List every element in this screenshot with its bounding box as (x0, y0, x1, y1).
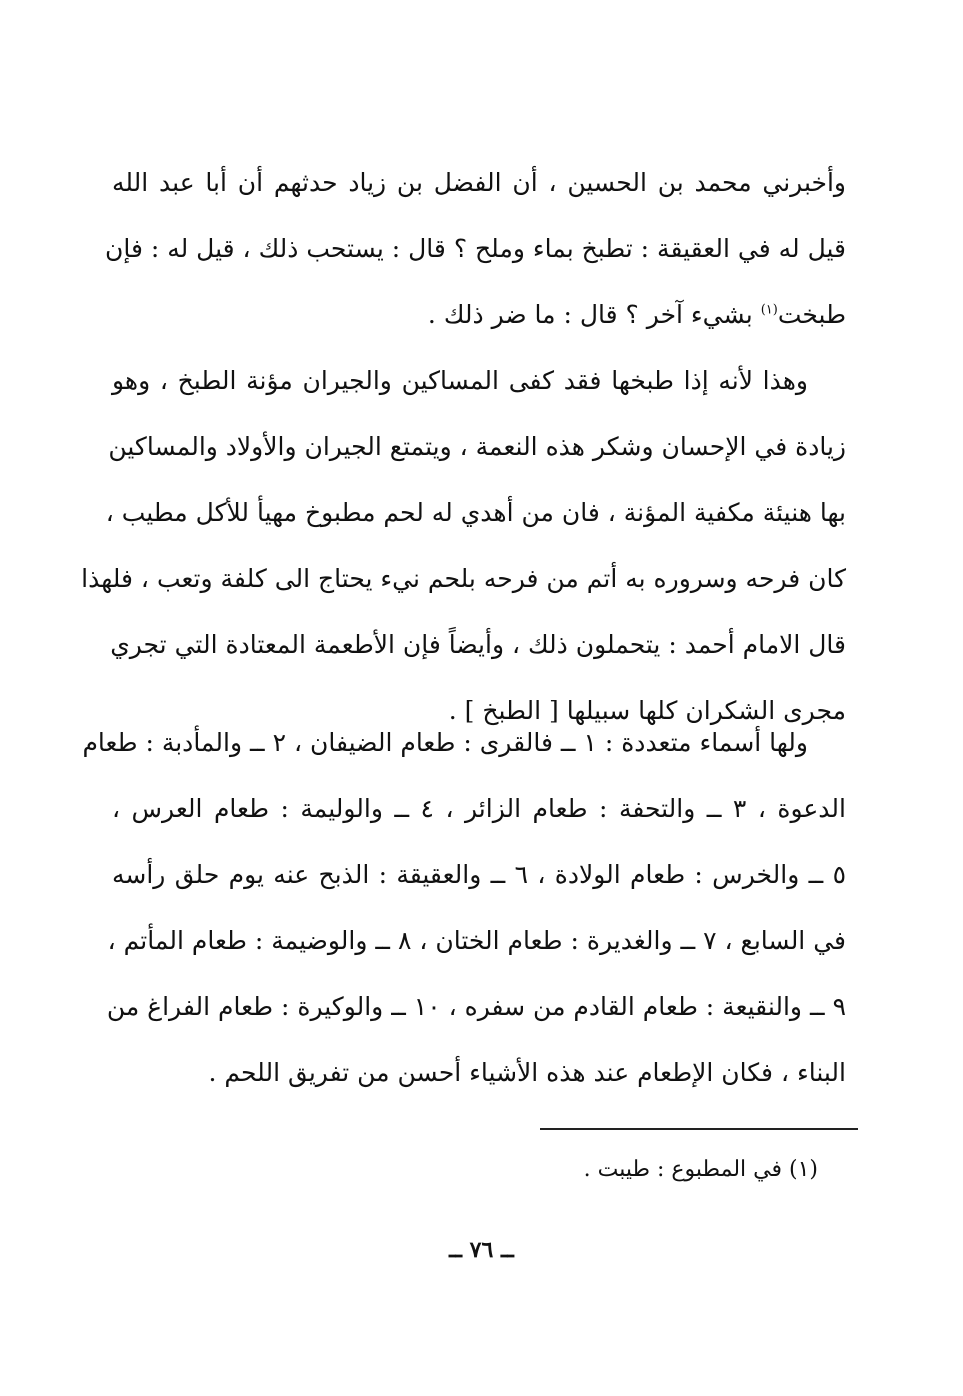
text-line: ٥ ــ والخرس : طعام الولادة ، ٦ ــ والعقيقة : الذبح عنه يوم حلق رأسه (112, 860, 847, 889)
text-line: في السابع ، ٧ ــ والغديرة : طعام الختان ، ٨ ــ والوضيمة : طعام المأتم ، (107, 926, 846, 955)
text-line: قيل له في العقيقة : تطبخ بماء وملح ؟ قال : يستحب ذلك ، قيل له : فإن (104, 234, 846, 263)
text-line: البناء ، فكان الإطعام عند هذه الأشياء أحسن من تفريق اللحم . (208, 1058, 846, 1087)
text-line: مجرى الشكران كلها سبيلها [ الطبخ ] . (448, 696, 846, 725)
text-line: قال الامام أحمد : يتحملون ذلك ، وأيضاً فإن الأطعمة المعتادة التي تجري (110, 630, 846, 659)
paragraph-1 (104, 150, 846, 348)
paragraph-3 (82, 710, 847, 1106)
footnote: (١) في المطبوع : طيبت . (583, 1157, 818, 1182)
text-line: وأخبرني محمد بن الحسين ، أن الفضل بن زياد حدثهم أن أبا عبد الله (112, 168, 846, 197)
text-line: وهذا لأنه إذا طبخها فقد كفى المساكين والجيران مؤنة الطبخ ، وهو (112, 366, 808, 395)
text-line: ٩ ــ والنقيعة : طعام القادم من سفره ، ١٠ ــ والوكيرة : طعام الفراغ من (106, 992, 846, 1021)
text-line: زيادة في الإحسان وشكر هذه النعمة ، ويتمتع الجيران والأولاد والمساكين (108, 432, 846, 461)
page-number: ــ ٧٦ ــ (449, 1237, 514, 1263)
line-end: بشيء آخر ؟ قال : ما ضر ذلك . (427, 300, 753, 329)
footnote-divider (540, 1128, 858, 1130)
text-line: الدعوة ، ٣ ــ والتحفة : طعام الزائر ، ٤ ــ والوليمة : طعام العرس ، (112, 794, 846, 823)
text-line: ولها أسماء متعددة : ١ ــ فالقرى : طعام الضيفان ، ٢ ــ والمأدبة : طعام (82, 728, 808, 757)
text-line: كان فرحه وسروره به أتم من فرحه بلحم نيء يحتاج الى كلفة وتعب ، فلهذا (81, 564, 846, 593)
text-line (112, 282, 846, 348)
footnote-reference: (١) (760, 302, 778, 318)
text-line: بها هنيئة مكفية المؤنة ، فان من أهدي له لحم مطبوخ مهيأ للأكل مطيب ، (105, 498, 846, 527)
line-start: طبخت (777, 300, 846, 329)
paragraph-2 (81, 348, 846, 744)
